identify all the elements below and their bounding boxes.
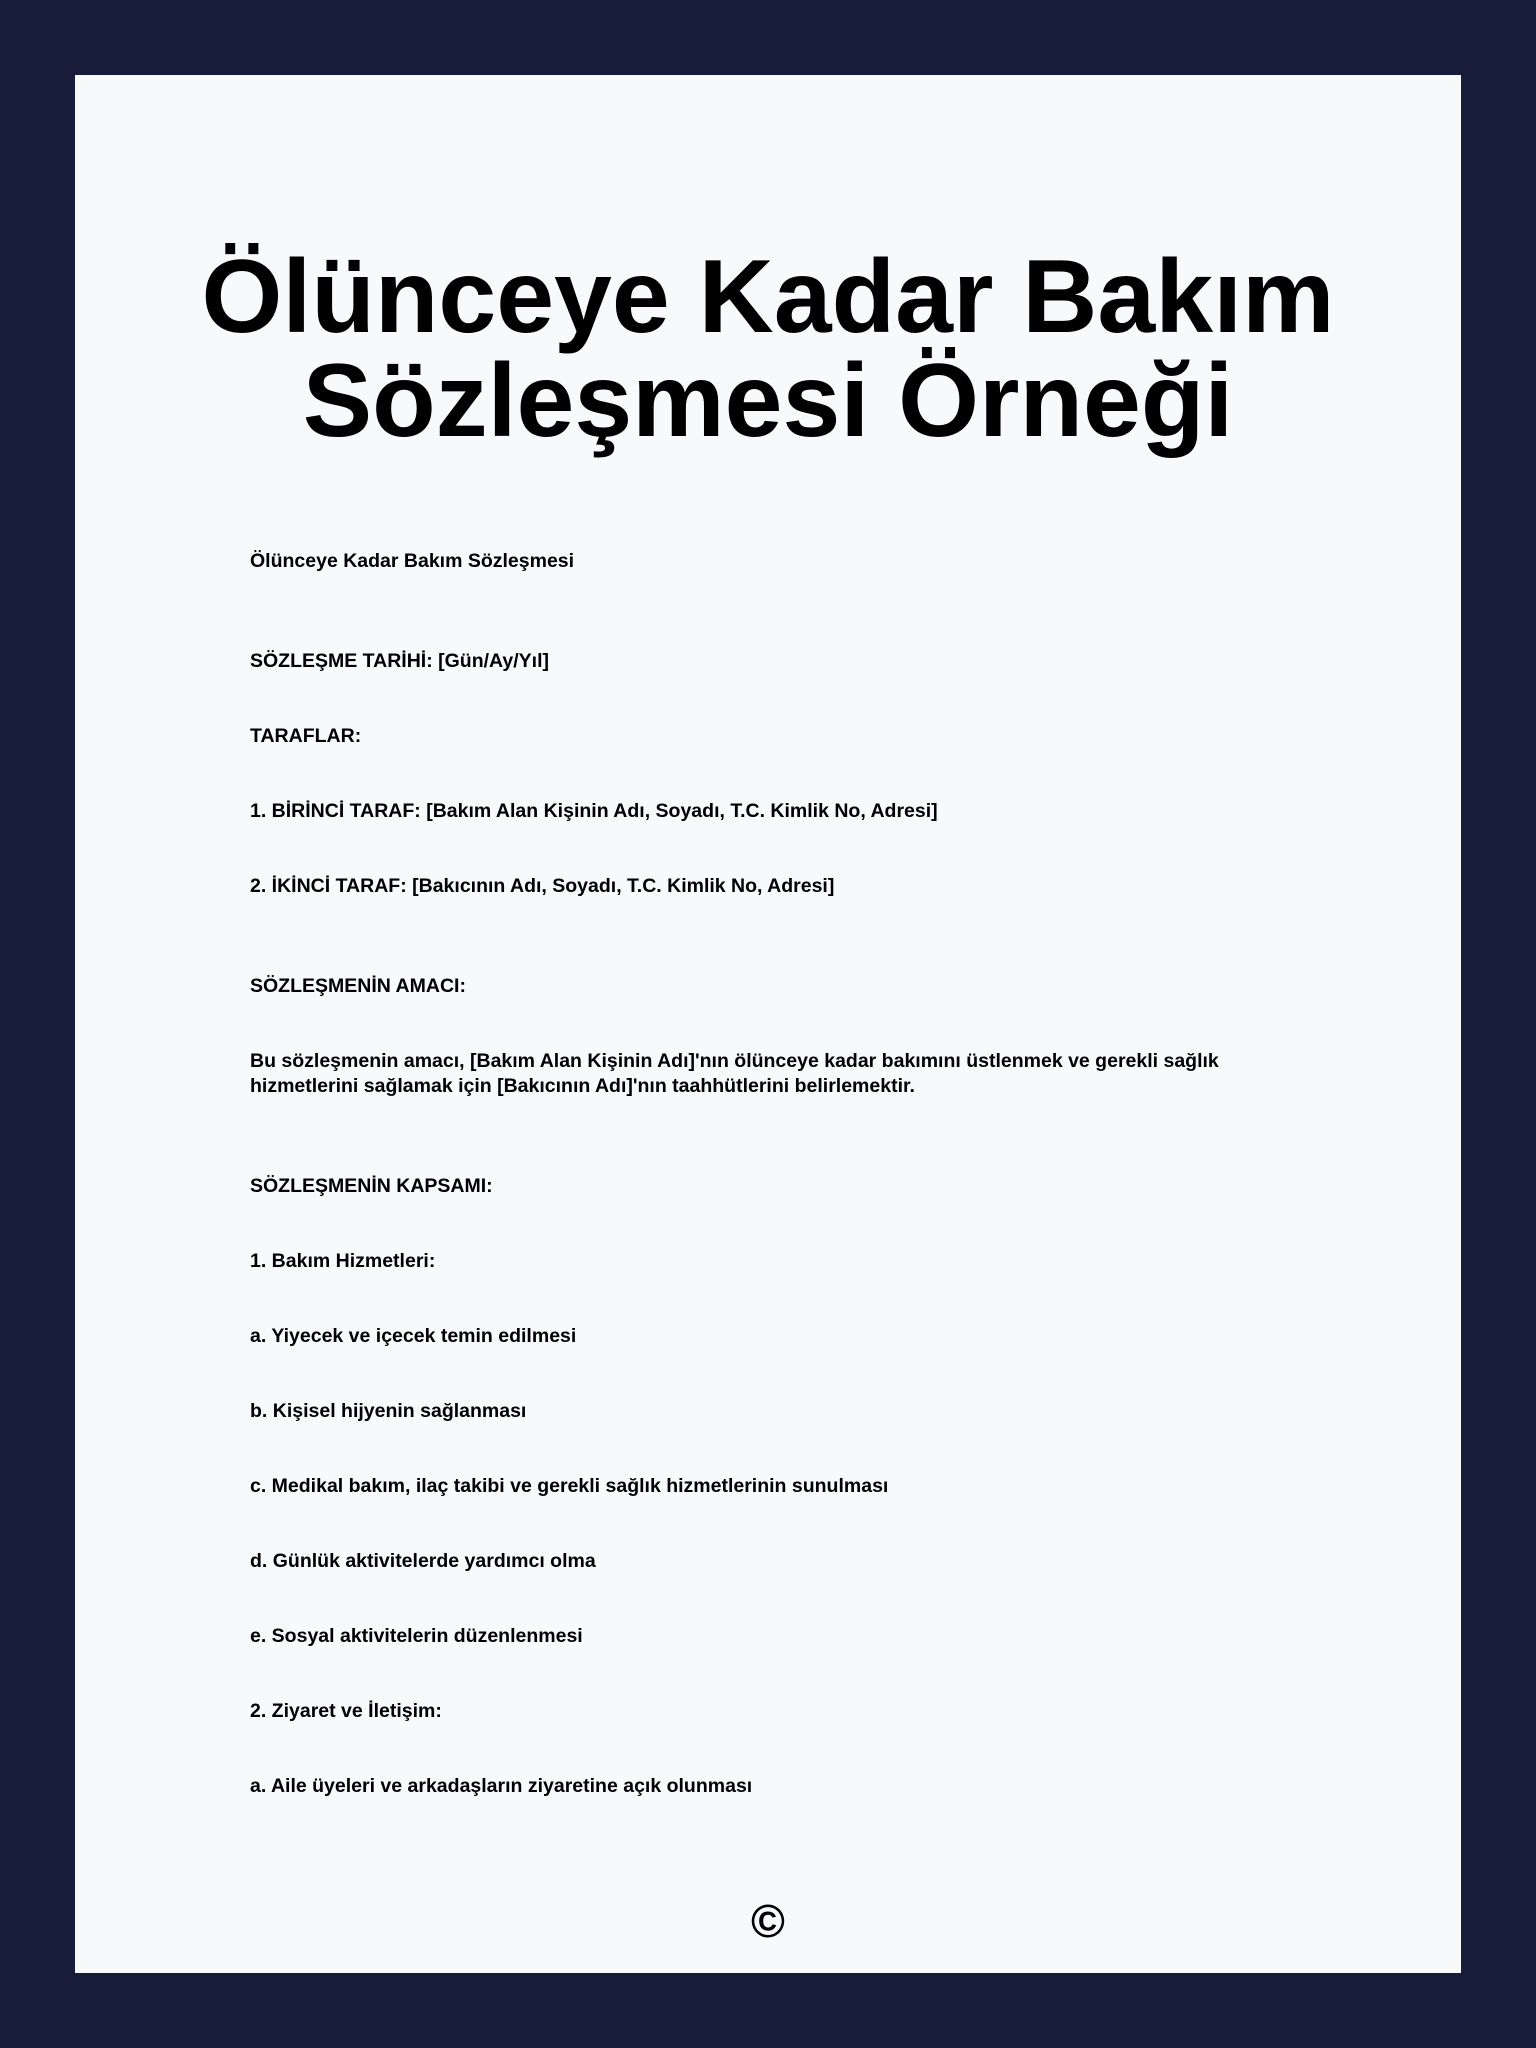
document-title-line-1: Ölünceye Kadar Bakım (201, 239, 1335, 355)
contract-date: SÖZLEŞME TARİHİ: [Gün/Ay/Yıl] (250, 650, 549, 672)
visit-item-a: a. Aile üyeleri ve arkadaşların ziyaretine açık olunması (250, 1775, 753, 1797)
first-party: 1. BİRİNCİ TARAF: [Bakım Alan Kişinin Adı, Soyadı, T.C. Kimlik No, Adresi] (250, 800, 938, 822)
document-title-line-2: Sözleşmesi Örneği (302, 343, 1234, 459)
care-item-e: e. Sosyal aktivitelerin düzenlenmesi (250, 1625, 583, 1647)
purpose-heading: SÖZLEŞMENİN AMACI: (250, 975, 466, 997)
care-item-c: c. Medikal bakım, ilaç takibi ve gerekli sağlık hizmetlerinin sunulması (250, 1475, 889, 1497)
purpose-line-1: Bu sözleşmenin amacı, [Bakım Alan Kişinin Adı]'nın ölünceye kadar bakımını üstlenmek ve gerekli sağlık (250, 1050, 1219, 1072)
care-item-a: a. Yiyecek ve içecek temin edilmesi (250, 1325, 577, 1347)
contract-subtitle: Ölünceye Kadar Bakım Sözleşmesi (250, 550, 575, 572)
scope-heading: SÖZLEŞMENİN KAPSAMI: (250, 1175, 493, 1197)
document-page (75, 75, 1461, 1973)
second-party: 2. İKİNCİ TARAF: [Bakıcının Adı, Soyadı, T.C. Kimlik No, Adresi] (250, 875, 835, 897)
visit-heading: 2. Ziyaret ve İletişim: (250, 1700, 442, 1722)
copyright-icon: © (751, 1895, 785, 1947)
care-services-heading: 1. Bakım Hizmetleri: (250, 1250, 436, 1272)
purpose-line-2: hizmetlerini sağlamak için [Bakıcının Adı]'nın taahhütlerini belirlemektir. (250, 1075, 915, 1097)
care-item-b: b. Kişisel hijyenin sağlanması (250, 1400, 527, 1422)
purpose-paragraph (250, 1049, 1340, 1099)
document-title (75, 239, 1461, 459)
care-item-d: d. Günlük aktivitelerde yardımcı olma (250, 1550, 596, 1572)
parties-heading: TARAFLAR: (250, 725, 362, 747)
